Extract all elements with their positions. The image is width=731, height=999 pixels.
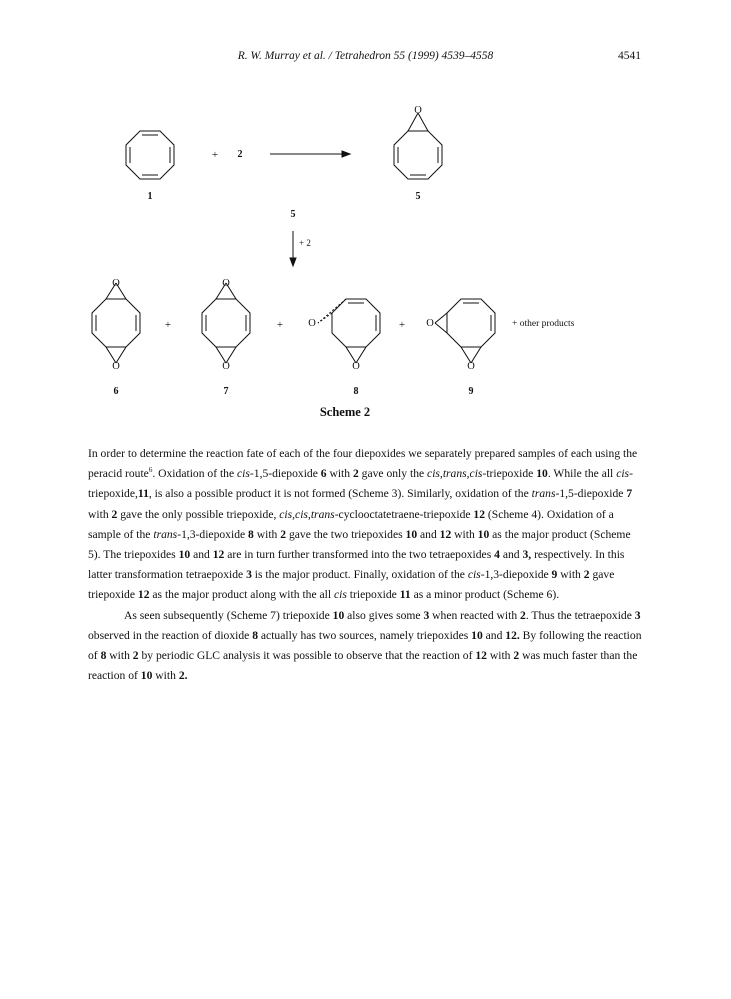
paragraph: As seen subsequently (Scheme 7) triepoxide 10 also gives some 3 when reacted with 2. Thus the tetraepoxide 3 observed in the reaction of dioxide 8 actually has two sources, namely triepoxides 10 and 12. By following the reaction of 8 with 2 by periodic GLC analysis it was possible to observe that the reaction of 12 with 2 was much faster than the reaction of 10 with 2.: [88, 608, 642, 683]
scheme-caption: Scheme 2: [319, 405, 371, 416]
oxygen-label: O: [112, 361, 120, 372]
plus-sign: +: [276, 319, 284, 331]
oxygen-label: O: [222, 361, 230, 372]
oxygen-label: O: [222, 278, 230, 289]
reagent-label: + 2: [299, 238, 311, 248]
compound-8-structure: [318, 299, 380, 363]
compound-9-structure: [435, 299, 495, 363]
oxygen-label: O: [112, 278, 120, 289]
compound-label: 9: [468, 386, 474, 397]
compound-label: 7: [223, 386, 229, 397]
compound-7-structure: [202, 283, 250, 363]
compound-1-structure: [126, 131, 174, 179]
compound-label: 8: [353, 386, 359, 397]
plus-sign: +: [398, 319, 406, 331]
compound-label: 1: [147, 191, 153, 202]
oxygen-label: O: [426, 318, 434, 329]
running-title: R. W. Murray et al. / Tetrahedron 55 (1999) 4539–4558: [237, 50, 494, 62]
oxygen-label: O: [467, 361, 475, 372]
compound-label: 6: [113, 386, 119, 397]
oxygen-label: O: [308, 318, 316, 329]
scheme-drawing: [80, 86, 660, 416]
reaction-scheme: [80, 86, 660, 416]
plus-sign: +: [164, 319, 172, 331]
running-header: [0, 50, 731, 66]
oxygen-label: O: [352, 361, 360, 372]
article-body: [88, 444, 644, 686]
compound-5-structure: [394, 113, 442, 179]
page-number: 4541: [618, 50, 641, 62]
compound-label: 5: [415, 191, 421, 202]
oxygen-label: O: [414, 105, 422, 116]
compound-6-structure: [92, 283, 140, 363]
reagent-label: 2: [237, 149, 243, 160]
plus-sign: +: [211, 149, 219, 161]
other-products-label: + other products: [512, 319, 575, 329]
paragraph: In order to determine the reaction fate of each of the four diepoxides we separately prepared samples of each using the peracid route$^6$. Oxidation of the cis-1,5-diepoxide 6 with 2 gave only the cis,trans,cis-triepoxide 10. While the all cis-triepoxide,11, is also a possible product it is not formed (Scheme 3). Similarly, oxidation of the trans-1,5-diepoxide 7 with 2 gave the only possible triepoxide, cis,cis,trans-cyclooctatetraene-triepoxide 12 (Scheme 4). Oxidation of a sample of the trans-1,3-diepoxide 8 with 2 gave the two triepoxides 10 and 12 with 10 as the major product (Scheme 5). The triepoxides 10 and 12 are in turn further transformed into the two tetraepoxides 4 and 3, respectively. In this latter transformation tetraepoxide 3 is the major product. Finally, oxidation of the cis-1,3-diepoxide 9 with 2 gave triepoxide 12 as the major product along with the all cis triepoxide 11 as a minor product (Scheme 6).: [88, 447, 638, 602]
reagent-label: 5: [290, 209, 296, 220]
citation: 6: [148, 466, 153, 475]
